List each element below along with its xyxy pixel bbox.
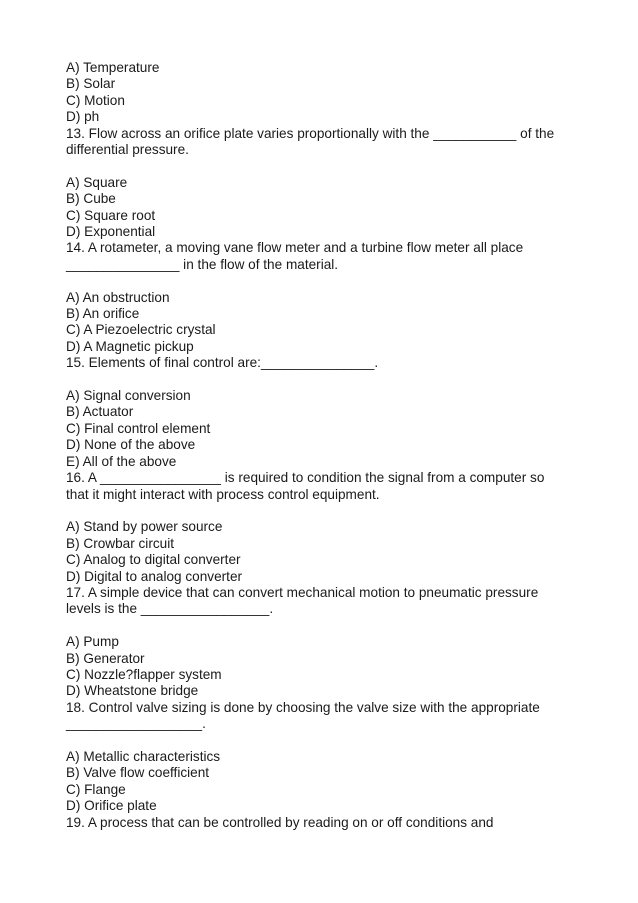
- answer-option-line: A) Temperature: [66, 60, 160, 75]
- answer-option-line: C) Nozzle?flapper system: [66, 666, 222, 682]
- answer-option-line: B) Crowbar circuit: [66, 535, 175, 551]
- question-text-line: 19. A process that can be controlled by reading on or off conditions and: [66, 814, 494, 830]
- answer-option-line: E) All of the above: [66, 453, 177, 469]
- answer-option-line: C) Motion: [66, 92, 125, 108]
- answer-option-line: C) Analog to digital converter: [66, 552, 241, 568]
- question-text-line: that it might interact with process control equipment.: [66, 486, 380, 502]
- question-text-line: __________________.: [66, 716, 206, 732]
- answer-option-line: C) Flange: [66, 781, 126, 797]
- answer-option-line: B) Valve flow coefficient: [66, 765, 210, 781]
- question-text-line: 17. A simple device that can convert mechanical motion to pneumatic pressure: [66, 584, 539, 600]
- answer-option-line: A) Pump: [66, 634, 119, 650]
- answer-option-line: C) Final control element: [66, 420, 211, 436]
- answer-option-line: B) Solar: [66, 76, 116, 92]
- blank-line: [66, 733, 596, 749]
- question-text-line: 14. A rotameter, a moving vane flow meter and a turbine flow meter all place: [66, 240, 524, 256]
- blank-line: [66, 618, 596, 634]
- answer-option-line: A) Stand by power source: [66, 519, 223, 535]
- answer-option-line: B) Cube: [66, 191, 116, 207]
- question-text-line: differential pressure.: [66, 142, 189, 158]
- blank-line: [66, 372, 596, 388]
- answer-option-line: A) An obstruction: [66, 289, 170, 305]
- answer-option-line: D) A Magnetic pickup: [66, 338, 194, 354]
- answer-option-line: A) Signal conversion: [66, 388, 191, 404]
- question-text-line: 18. Control valve sizing is done by choosing the valve size with the appropriate: [66, 699, 540, 715]
- answer-option-line: A) Square: [66, 174, 128, 190]
- question-text-line: 15. Elements of final control are:_______________.: [66, 355, 379, 371]
- answer-option-line: B) Generator: [66, 650, 145, 666]
- answer-option-line: D) Orifice plate: [66, 798, 157, 814]
- answer-option-line: D) Exponential: [66, 224, 156, 240]
- answer-option-line: A) Metallic characteristics: [66, 748, 221, 764]
- quiz-text-block: [66, 60, 596, 831]
- blank-line: [66, 158, 596, 174]
- question-text-line: levels is the _________________.: [66, 601, 274, 617]
- answer-option-line: D) None of the above: [66, 437, 196, 453]
- question-text-line: _______________ in the flow of the material.: [66, 256, 339, 272]
- answer-option-line: B) Actuator: [66, 404, 134, 420]
- answer-option-line: D) Wheatstone bridge: [66, 683, 199, 699]
- blank-line: [66, 503, 596, 519]
- answer-option-line: C) Square root: [66, 207, 156, 223]
- blank-line: [66, 273, 596, 289]
- answer-option-line: D) Digital to analog converter: [66, 568, 243, 584]
- question-text-line: 13. Flow across an orifice plate varies proportionally with the ___________ of the: [66, 125, 555, 141]
- answer-option-line: B) An orifice: [66, 306, 140, 322]
- question-text-line: 16. A ________________ is required to condition the signal from a computer so: [66, 470, 545, 486]
- answer-option-line: D) ph: [66, 109, 100, 125]
- answer-option-line: C) A Piezoelectric crystal: [66, 322, 216, 338]
